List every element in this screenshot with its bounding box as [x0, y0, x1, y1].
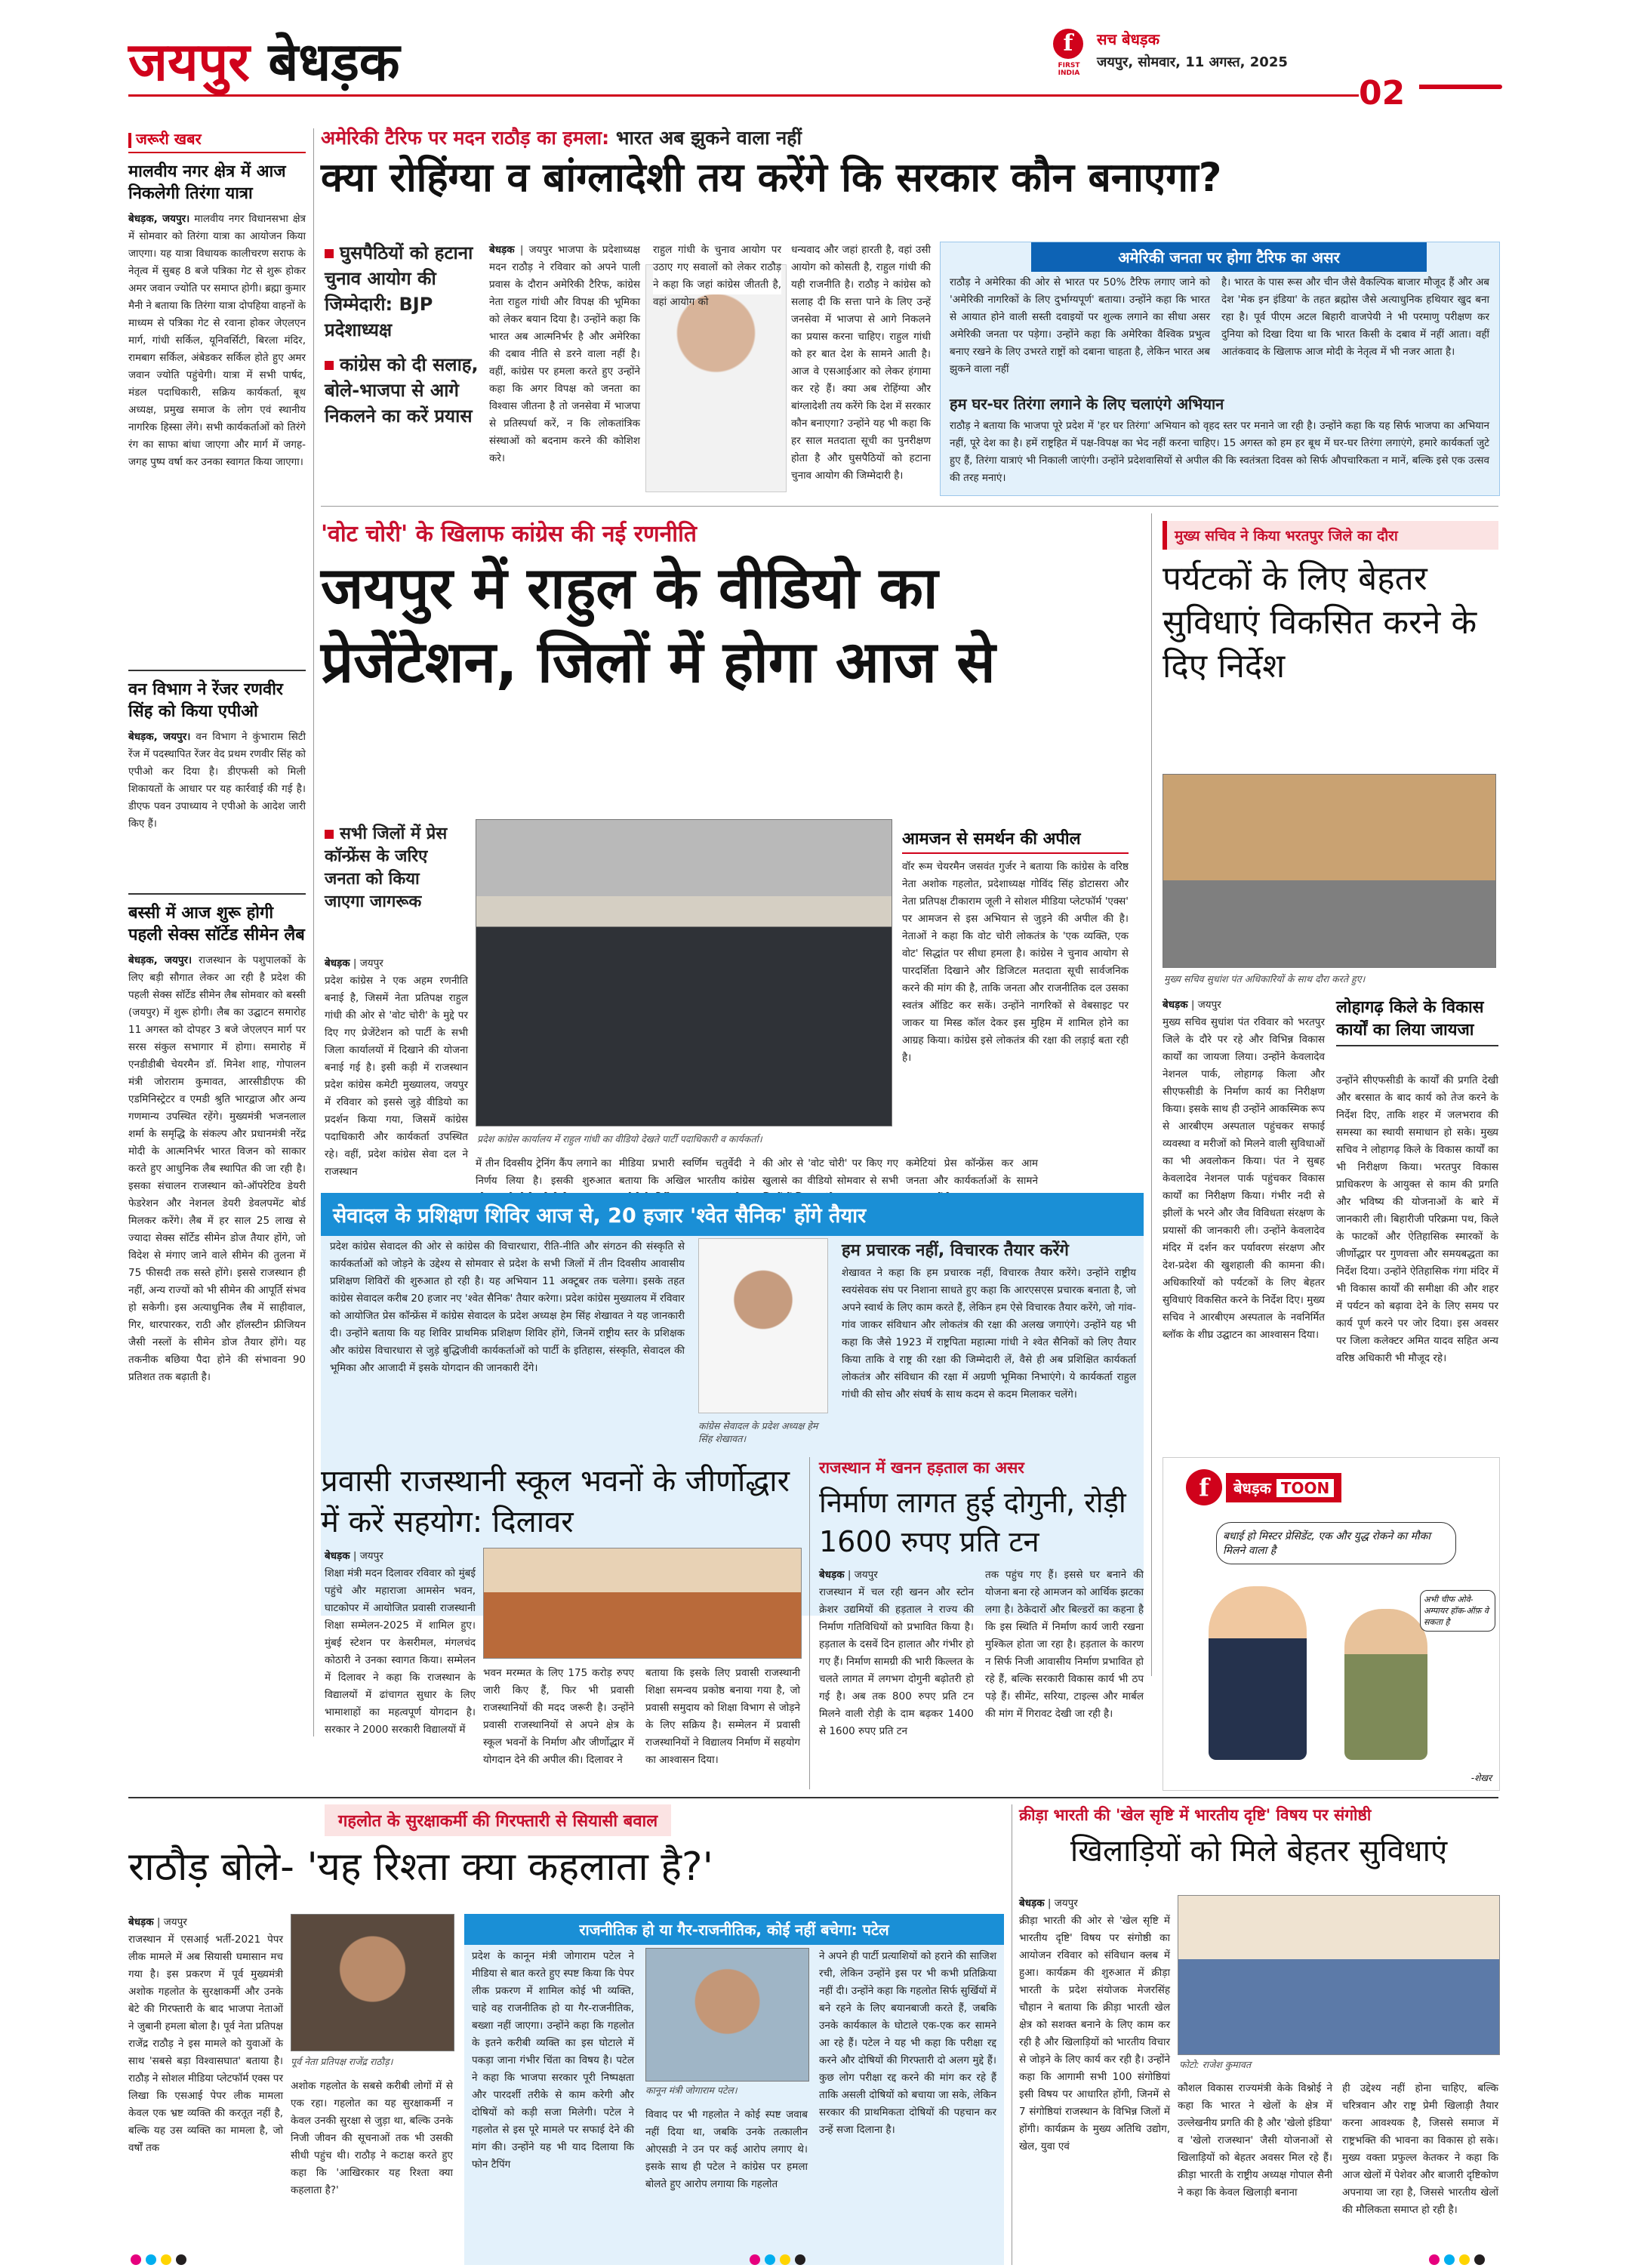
label-marker-icon — [128, 133, 131, 148]
registration-dot — [1459, 2254, 1470, 2265]
left-column-rule — [313, 128, 314, 1736]
registration-dot — [131, 2254, 141, 2265]
brand-sub: FIRST INDIA — [1058, 62, 1080, 77]
krida-photo — [1178, 1895, 1500, 2055]
right-photo-caption: मुख्य सचिव सुधांश पंत अधिकारियों के साथ दौरा करते हुए। — [1164, 973, 1366, 985]
pravasi-col-2: भवन मरम्मत के लिए 175 करोड़ रुपए जारी किए हैं, फिर भी प्रवासी राजस्थानियों की मदद जरूरी है। उन्होंने प्रवासी राजस्थानियों से अपने क्षेत्र के स्कूल भवनों के निर्माण और जीर्णोद्धार में योगदान देने की अपील की। दिलावर ने — [483, 1667, 638, 1766]
krida-headline: खिलाड़ियों को मिले बेहतर सुविधाएं — [1070, 1834, 1448, 1869]
tiranga-body: राठौड़ ने बताया कि भाजपा पूरे प्रदेश में 'हर घर तिरंगा' अभियान को वृहद स्तर पर मनाने जा रही है। उन्होंने कहा कि यह सिर्फ भाजपा का अभियान नहीं, पूरे देश का है। हमें राष्ट्रहित में पक्ष-विपक्ष का भेद नहीं करना चाहिए। 15 अगस्त को हम हर बूथ में घर-घर तिरंगा लगाएंगे, हमारे कार्यकर्ता जुटे हुए हैं, तिरंगा यात्राएं भी निकाली जाएंगी। उन्होंने प्रदेशवासियों से अपील की कि स्वतंत्रता दिवस को सिर्फ औपचारिकता न मानें, बल्कि इसे एक उत्सव की तरह मनाएं। — [950, 420, 1493, 484]
gehlot-col-5: विवाद पर भी गहलोत ने कोई स्पष्ट जवाब नहीं दिया था, जबकि उनके तत्कालीन ओएसडी ने उन पर कई आरोप लगाए थे। इसके साथ ही पटेल ने कांग्रेस पर हमला बोलते हुए आरोप लगाया कि गहलोत — [645, 2109, 811, 2190]
left-story-1-body: बेधड़क, जयपुर। मालवीय नगर विधानसभा क्षेत्र में सोमवार को तिरंगा यात्रा का आयोजन किया जाएगा। यह यात्रा विधायक कालीचरण सराफ के नेतृत्व में सुबह 8 बजे पत्रिका गेट से शुरू होकर अमर जवान ज्योति पर समाप्त होगी। ब्रह्मा कुमार मैनी ने बताया कि तिरंगा यात्रा दोपहिया वाहनों के माध्यम से पत्रिका गेट से रवाना होकर जेएलएन मार्ग, गांधी सर्किल, यूनिवर्सिटी, बिरला मंदिर, रामबाग सर्किल, अंबेडकर सर्किल होते हुए अमर जवान ज्योति पहुंचेगी। यात्रा में सभी पार्षद, मंडल पदाधिकारी, सक्रिय कार्यकर्ता, बूथ अध्यक्ष, प्रमुख समाज के लोग एवं स्थानीय नागरिक हिस्सा लेंगे। सभी कार्यकर्ताओं को तिरंगे रंग का साफा बांधा जाएगा और मार्ग में जगह-जगह पुष्प वर्षा कर उनका स्वागत किया जाएगा। — [128, 213, 309, 468]
registration-dot — [765, 2254, 775, 2265]
sevadal-subtitle: हम प्रचारक नहीं, विचारक तैयार करेंगे — [842, 1241, 1069, 1260]
top-story-rule — [321, 506, 1498, 507]
rathore-rajendra-photo — [291, 1914, 454, 2051]
registration-dot — [750, 2254, 760, 2265]
registration-dot — [161, 2254, 171, 2265]
toon-header — [1186, 1469, 1341, 1505]
mid-col-5: कमेटियां प्रेस कॉन्फ्रेंस कर आम जनता और कार्यकर्ताओं के सामने — [906, 1157, 1038, 1187]
patel-bar: राजनीतिक हो या गैर-राजनीतिक, कोई नहीं बचेगा: पटेल — [464, 1914, 1004, 1945]
top-kicker: अमेरिकी टैरिफ पर मदन राठौड़ का हमला: भारत अब झुकने वाला नहीं — [321, 127, 802, 149]
gehlot-col-3: प्रदेश के कानून मंत्री जोगाराम पटेल ने मीडिया से बात करते हुए स्पष्ट किया कि पेपर लीक प्रकरण में शामिल कोई भी व्यक्ति, चाहे वह राजनीतिक हो या गैर-राजनीतिक, बख्शा नहीं जाएगा। उन्होंने कहा कि गहलोत के इतने करीबी व्यक्ति का इस घोटाले में पकड़ा जाना गंभीर चिंता का विषय है। पटेल ने कहा कि भाजपा सरकार पूरी निष्पक्षता और पारदर्शी तरीके से काम करेगी और दोषियों को कड़ी सजा मिलेगी। पटेल ने गहलोत से इस पूरे मामले पर सफाई देने की मांग की। उन्होंने यह भी याद दिलाया कि फोन टैपिंग — [472, 1950, 638, 2171]
footer-dots-right — [1427, 2254, 1487, 2268]
brand-line: सच बेधड़क — [1097, 30, 1159, 48]
left-story-3-title: बस्सी में आज शुरू होगी पहली सेक्स सॉर्टेड सीमेन लैब — [128, 904, 305, 944]
tariff-box — [940, 242, 1500, 496]
left-story-2-body: बेधड़क, जयपुर। वन विभाग ने कुंभाराम सिटी रेंज में पदस्थापित रेंजर वेद प्रथम रणवीर सिंह को एपीओ कर दिया है। डीएफसी को मिली शिकायतों के आधार पर यह कार्रवाई की गई है। डीएफ पवन उपाध्याय ने एपीओ के आदेश जारी किए हैं। — [128, 731, 309, 830]
khanan-kicker: राजस्थान में खनन हड़ताल का असर — [819, 1459, 1024, 1477]
toon-bubble-1: बधाई हो मिस्टर प्रेसिडेंट, एक और युद्ध रोकने का मौका मिलने वाला है — [1216, 1522, 1456, 1564]
mid-col-3: मीडिया प्रभारी स्वर्णिम चतुर्वेदी ने बताया कि अखिल भारतीय कांग्रेस — [619, 1157, 755, 1187]
tariff-box-col-2: है। भारत के पास रूस और चीन जैसे वैकल्पिक बाजार मौजूद हैं और अब देश 'मेक इन इंडिया' के तहत ब्रह्मोस जैसे अत्याधुनिक हथियार खुद बना रहा है। पूर्व पीएम अटल बिहारी वाजपेयी ने भी परमाणु परीक्षण कर दुनिया को दिखा दिया था कि भारत किसी के दबाव में नहीं आता। वहीं आतंकवाद के खिलाफ आज मोदी के नेतृत्व में भी नजर आता है। — [1221, 276, 1493, 358]
cartoon-figure-1 — [1209, 1586, 1307, 1760]
registration-dot — [1444, 2254, 1455, 2265]
patel-box — [464, 1914, 1004, 2265]
toon-credit: -शेखर — [1470, 1773, 1492, 1783]
mid-bullet: सभी जिलों में प्रेस कॉन्फ्रेंस के जरिए जनता को किया जाएगा जागरूक — [325, 824, 448, 911]
top-bullets — [325, 240, 483, 429]
gehlot-kicker: गहलोत के सुरक्षाकर्मी की गिरफ्तारी से सियासी बवाल — [325, 1804, 671, 1836]
right-story — [1163, 521, 1498, 689]
left-story-3-body: बेधड़क, जयपुर। राजस्थान के पशुपालकों के लिए बड़ी सौगात लेकर आ रही है प्रदेश की पहली सेक्स सॉर्टेड सीमेन लैब सोमवार को बस्सी (जयपुर) में शुरू होगी। लैब का उद्घाटन समारोह 11 अगस्त को दोपहर 3 बजे जेएलएन मार्ग पर सरस संकुल सभागार में होगा। समारोह में एनडीडीबी चेयरमैन डॉ. मिनेश शाह, गोपालन मंत्री जोराराम कुमावत, आरसीडीएफ की एडमिनिस्ट्रेटर व एमडी श्रुति भारद्वाज और अन्य गणमान्य उपस्थित रहेंगे। मुख्यमंत्री भजनलाल शर्मा के समृद्धि के संकल्प और प्रधानमंत्री नरेंद्र मोदी के आत्मनिर्भर भारत विजन को साकार करते हुए आधुनिक लैब स्थापित की जा रही है। इसका संचालन राजस्थान को-ऑपरेटिव डेयरी फेडरेशन और नेशनल डेयरी डेवलपमेंट बोर्ड मिलकर करेंगे। लैब में हर साल 25 लाख से ज्यादा सेक्स सॉर्टेड सीमेन डोज तैयार होंगे, जो विदेश से मंगाए जाने वाले सीमेन की तुलना में 75 फीसदी तक सस्ते होंगे। इससे राजस्थान ही नहीं, अन्य राज्यों को भी सीमेन की आपूर्ति संभव हो सकेगी। इस अत्याधुनिक लैब में साहीवाल, गिर, थारपारकर, राठी और हॉलस्टीन फ्रीजियन जैसी नस्लों के सीमेन डोज तैयार होंगे। यह तकनीक बछिया पैदा होने की संभावना 90 प्रतिशत तक बढ़ाती है। — [128, 954, 309, 1383]
tariff-box-title: अमेरिकी जनता पर होगा टैरिफ का असर — [1031, 242, 1427, 272]
support-appeal-box — [902, 827, 1132, 1144]
masthead-title — [128, 32, 400, 92]
top-col-1: बेधड़क | जयपुर भाजपा के प्रदेशाध्यक्ष मदन राठौड़ ने रविवार को अपने पाली प्रवास के दौरान अमेरिकी टैरिफ, कांग्रेस नेता राहुल गांधी और विपक्ष की भूमिका को लेकर बयान दिया है। उन्होंने कहा कि भारत अब आत्मनिर्भर है और अमेरिका की दबाव नीति से डरने वाला नहीं है। वहीं, कांग्रेस पर हमला करते हुए उन्होंने कहा कि अगर विपक्ष को जनता का विश्वास जीतना है तो जनसेवा में भाजपा से प्रतिस्पर्धा करें, न कि लोकतांत्रिक संस्थाओं को बदनाम करने की कोशिश करे। — [489, 244, 644, 464]
khanan-col-2: तक पहुंच गए हैं। इससे घर बनाने की योजना बना रहे आमजन को आर्थिक झटका लगा है। ठेकेदारों और बिल्डरों का कहना है कि इस स्थिति में निर्माण कार्य जारी रखना मुश्किल होता जा रहा है। हड़ताल के कारण न सिर्फ निजी आवासीय निर्माण प्रभावित हो रहे हैं, बल्कि सरकारी विकास कार्य भी ठप पड़े हैं। सीमेंट, सरिया, टाइल्स और मार्बल की मांग में गिरावट देखी जा रही है। — [985, 1569, 1147, 1720]
sevadal-bar: सेवादल के प्रशिक्षण शिविर आज से, 20 हजार 'श्वेत सैनिक' होंगे तैयार — [321, 1193, 1144, 1236]
gehlot-story — [128, 1804, 1004, 1894]
registration-dot — [146, 2254, 156, 2265]
top-headline: क्या रोहिंग्या व बांग्लादेशी तय करेंगे कि सरकार कौन बनाएगा? — [321, 155, 1222, 201]
pravasi-col-1: बेधड़क | जयपुर शिक्षा मंत्री मदन दिलावर रविवार को मुंबई पहुंचे और महाराजा आमसेन भवन, घाटकोपर में आयोजित प्रवासी राजस्थानी शिक्षा सम्मेलन-2025 में शामिल हुए। मुंबई स्टेशन पर केसरीमल, मंगलचंद कोठारी ने उनका स्वागत किया। सम्मेलन में दिलावर ने कहा कि राजस्थान के विद्यालयों में ढांचागत सुधार के लिए भामाशाहों का महत्वपूर्ण योगदान है। सरकार ने 2000 सरकारी विद्यालयों में — [325, 1550, 479, 1736]
cartoon-figure-2 — [1344, 1609, 1427, 1760]
top-bullet-2: कांग्रेस को दी सलाह, बोले-भाजपा से आगे निकलने का करें प्रयास — [325, 354, 479, 427]
tiranga-subtitle: हम घर-घर तिरंगा लगाने के लिए चलाएंगे अभियान — [950, 395, 1224, 413]
mid-col-1: बेधड़क | जयपुर प्रदेश कांग्रेस ने एक अहम रणनीति बनाई है, जिसमें नेता प्रतिपक्ष राहुल गांधी की ओर से 'वोट चोरी' के मुद्दे पर दिए गए प्रेजेंटेशन को पार्टी के सभी जिला कार्यालयों में दिखाने की योजना बनाई गई है। इसी कड़ी में राजस्थान प्रदेश कांग्रेस कमेटी मुख्यालय, जयपुर में रविवार को इससे जुड़े वीडियो का प्रदर्शन किया गया, जिसमें कांग्रेस पदाधिकारी और कार्यकर्ता उपस्थित रहे। वहीं, प्रदेश कांग्रेस सेवा दल ने राजस्थान — [325, 957, 472, 1178]
footer-dots-left — [128, 2254, 189, 2268]
registration-dot — [1474, 2254, 1485, 2265]
masthead-title-black: बेधड़क — [268, 31, 400, 93]
krida-col-3: ही उद्देश्य नहीं होना चाहिए, बल्कि चरित्रवान और राष्ट्र प्रेमी खिलाड़ी तैयार करना आवश्यक है, जिससे समाज में राष्ट्रभक्ति की भावना का विकास हो सके। मुख्य वक्ता प्रफुल्ल केतकर ने कहा कि आज खेलों में पेशेवर और बाजारी दृष्टिकोण अपनाया जा रहा है, जिससे भारतीय खेलों की मौलिकता समाप्त हो रही है। — [1342, 2082, 1502, 2216]
date-line: जयपुर, सोमवार, 11 अगस्त, 2025 — [1097, 54, 1288, 70]
congress-meeting-photo — [476, 819, 892, 1126]
pravasi-col-3: बताया कि इसके लिए प्रवासी राजस्थानी शिक्षा समन्वय प्रकोष्ठ बनाया गया है, जो प्रवासी समुदाय को शिक्षा विभाग से जोड़ने के लिए सक्रिय है। सम्मेलन में प्रवासी राजस्थानियों ने विद्यालय निर्माण में सहयोग का आश्वासन दिया। — [645, 1667, 804, 1766]
gehlot-col-2: अशोक गहलोत के सबसे करीबी लोगों में से एक रहा। गहलोत का यह सुरक्षाकर्मी न केवल उनकी सुरक्षा से जुड़ा था, बल्कि उनके निजी जीवन की सूचनाओं तक भी उसकी सीधी पहुंच थी। राठौड़ ने कटाक्ष करते हुए कहा कि 'आखिरकार यह रिश्ता क्या कहलाता है?' — [291, 2080, 457, 2196]
krida-photo-caption: फोटो: राजेश कुमावत — [1179, 2059, 1252, 2070]
mid-col-2: में तीन दिवसीय ट्रेनिंग कैंप लगाने का निर्णय लिया है। इसकी शुरुआत — [476, 1157, 611, 1187]
left-divider-2 — [128, 893, 306, 895]
right-subtitle: लोहागढ़ किले के विकास कार्यों का लिया जायजा — [1336, 997, 1498, 1046]
support-appeal-body: वॉर रूम चेयरमैन जसवंत गुर्जर ने बताया कि कांग्रेस के वरिष्ठ नेता अशोक गहलोत, प्रदेशाध्यक्ष गोविंद सिंह डोटासरा और नेता प्रतिपक्ष टीकाराम जूली ने सोशल मीडिया प्लेटफॉर्म 'एक्स' पर आमजन से इस अभियान से जुड़ने की अपील की है। नेताओं ने कहा कि वोट चोरी लोकतंत्र के 'एक व्यक्ति, एक वोट' सिद्धांत पर सीधा हमला है। कांग्रेस ने चुनाव आयोग से पारदर्शिता दिखाने और डिजिटल मतदाता सूची सार्वजनिक करने की मांग की है, ताकि जनता और राजनीतिक दल उसका स्वतंत्र ऑडिट कर सकें। उन्होंने नागरिकों से वेबसाइट पर जाकर या मिस्ड कॉल देकर इस मुहिम में शामिल होने का आग्रह किया। कांग्रेस इसे लोकतंत्र की रक्षा की लड़ाई बता रही है। — [902, 861, 1132, 1064]
mid-kicker: 'वोट चोरी' के खिलाफ कांग्रेस की नई रणनीति — [321, 521, 697, 547]
top-col-3: धन्यवाद और जहां हारती है, वहां उसी आयोग को कोसती है, राहुल गांधी की यही राजनीति है। राठौड़ ने कांग्रेस को सलाह दी कि सत्ता पाने के लिए उन्हें जनसेवा में भाजपा से आगे निकलने का प्रयास करना चाहिए। राहुल गांधी को हर बात देश के सामने आती है। आज वे एसआईआर को लेकर हंगामा कर रहे हैं। क्या अब रोहिंग्या और बांग्लादेशी तय करेंगे कि देश में सरकार कौन बनाएगा? उन्होंने यह भी कहा कि हर साल मतदाता सूची का पुनरीक्षण होता है और घुसपैठियों को हटाना चुनाव आयोग की जिम्मेदारी है। — [791, 244, 935, 482]
sevadal-photo — [698, 1238, 828, 1413]
khanan-story — [819, 1457, 1144, 1561]
bullet-square-icon — [325, 361, 334, 370]
left-story-1-title: मालवीय नगर क्षेत्र में आज निकलेगी तिरंगा यात्रा — [128, 162, 286, 203]
sevadal-col-2: शेखावत ने कहा कि हम प्रचारक नहीं, विचारक तैयार करेंगे। उन्होंने राष्ट्रीय स्वयंसेवक संघ पर निशाना साधते हुए कहा कि आरएसएस प्रचारक बनाता है, जो अपने स्वार्थ के लिए काम करते हैं, लेकिन हम ऐसे विचारक तैयार करेंगे, जो गांव-गांव जाकर संविधान और लोकतंत्र की रक्षा की अलख जगाएंगे। उन्होंने यह भी कहा कि जैसे 1923 में राष्ट्रपिता महात्मा गांधी ने श्वेत सैनिकों को लिए तैयार किया ताकि वे राष्ट्र की रक्षा की जिम्मेदारी लें, वैसे ही अब प्रशिक्षित कार्यकर्ता लोकतंत्र और संविधान की रक्षा में अग्रणी भूमिका निभाएंगे। ये कार्यकर्ता राहुल गांधी की सोच और संघर्ष के साथ कदम से कदम मिलाकर चलेंगे। — [842, 1267, 1140, 1401]
brand-logo-icon: f — [1053, 29, 1083, 59]
gehlot-col-1: बेधड़क | जयपुर राजस्थान में एसआई भर्ती-2021 पेपर लीक मामले में अब सियासी घमासान मच गया है। इस प्रकरण में पूर्व मुख्यमंत्री अशोक गहलोत के सुरक्षाकर्मी और उनके बेटे की गिरफ्तारी के बाद भाजपा नेताओं ने जुबानी हमला बोला है। पूर्व नेता प्रतिपक्ष राजेंद्र राठौड़ ने इस मामले को युवाओं के साथ 'सबसे बड़ा विश्वासघात' बताया है। राठौड़ ने सोशल मीडिया प्लेटफॉर्म एक्स पर लिखा कि एसआई पेपर लीक मामला केवल एक भ्रष्ट व्यक्ति की करतूत नहीं है, बल्कि यह उस व्यक्ति का मामला है, जो वर्षों तक — [128, 1916, 287, 2154]
krida-kicker: क्रीड़ा भारती की 'खेल सृष्टि में भारतीय दृष्टि' विषय पर संगोष्ठी — [1019, 1806, 1372, 1824]
toon-box — [1163, 1457, 1500, 1791]
patel-photo — [645, 1948, 809, 2082]
mid-photo-caption: प्रदेश कांग्रेस कार्यालय में राहुल गांधी का वीडियो देखते पार्टी पदाधिकारी व कार्यकर्ता। — [477, 1133, 762, 1145]
krida-col-1: बेधड़क | जयपुर क्रीड़ा भारती की ओर से 'खेल सृष्टि में भारतीय दृष्टि' विषय पर संगोष्ठी का आयोजन रविवार को संविधान क्लब में हुआ। कार्यक्रम की शुरुआत में क्रीड़ा भारती के प्रदेश संयोजक मेजरसिंह चौहान ने बताया कि क्रीड़ा भारती खेल क्षेत्र को सशक्त बनाने के लिए काम कर रही है और खिलाड़ियों को भारतीय विचार से जोड़ने के लिए कार्य कर रही है। उन्होंने कहा कि आगामी सभी 100 संगोष्ठियां इसी विषय पर आधारित होंगी, जिनमें से 7 संगोष्ठियां राजस्थान के विभिन्न जिलों में होंगी। कार्यक्रम के मुख्य अतिथि उद्योग, खेल, युवा एवं — [1019, 1897, 1174, 2152]
right-kicker: मुख्य सचिव ने किया भरतपुर जिले का दौरा — [1163, 521, 1498, 550]
registration-dot — [176, 2254, 186, 2265]
tariff-box-col-1: राठौड़ ने अमेरिका की ओर से भारत पर 50% टैरिफ लगाए जाने को 'अमेरिकी नागरिकों के लिए दुर्भाग्यपूर्ण' बताया। उन्होंने कहा कि भारत से आयात होने वाली सस्ती दवाइयों पर शुल्क लगाने का सीधा असर अमेरिकी जनता पर पड़ेगा। उन्होंने कहा कि अमेरिका वैश्विक प्रभुत्व बनाए रखने के लिए उभरते राष्ट्रों को दबाना चाहता है, लेकिन भारत अब झुकने वाला नहीं — [950, 276, 1214, 375]
krida-col-2: कौशल विकास राज्यमंत्री केके विश्नोई ने कहा कि भारत ने खेलों के क्षेत्र में उल्लेखनीय प्रगति की है और 'खेलो इंडिया' व 'खेलो राजस्थान' जैसी योजनाओं से खिलाड़ियों को बेहतर अवसर मिल रहे हैं। क्रीड़ा भारती के राष्ट्रीय अध्यक्ष गोपाल सैनी ने कहा कि केवल खिलाड़ी बनाना — [1178, 2082, 1336, 2199]
right-headline: पर्यटकों के लिए बेहतर सुविधाएं विकसित करने के दिए निर्देश — [1163, 559, 1477, 686]
toon-label: बेधड़क TOON — [1226, 1473, 1341, 1502]
mid-col-4: की ओर से 'वोट चोरी' पर किए गए खुलासे का वीडियो सोमवार से सभी — [762, 1157, 898, 1187]
top-col-2: राहुल गांधी के चुनाव आयोग पर उठाए गए सवालों को लेकर राठौड़ ने कहा कि जहां कांग्रेस जीतती है, वहां आयोग को — [653, 242, 781, 294]
mid-headline: जयपुर में राहुल के वीडियो का प्रेजेंटेशन, जिलों में होगा आज से — [321, 554, 996, 695]
krida-story — [1019, 1804, 1498, 1872]
khanan-rule — [809, 1457, 810, 1789]
pen-nib-icon — [1419, 85, 1502, 89]
khanan-headline: निर्माण लागत हुई दोगुनी, रोड़ी 1600 रुपए प्रति टन — [819, 1486, 1126, 1558]
masthead-title-red: जयपुर — [128, 31, 250, 93]
footer-dots-center — [747, 2254, 808, 2268]
pravasi-headline: प्रवासी राजस्थानी स्कूल भवनों के जीर्णोद्धार में करें सहयोग: दिलावर — [321, 1464, 790, 1539]
support-appeal-title: आमजन से समर्थन की अपील — [902, 827, 1129, 854]
bottom-section-rule — [128, 1797, 1498, 1798]
header-rule — [128, 94, 1359, 97]
sevadal-col-1: प्रदेश कांग्रेस सेवादल की ओर से कांग्रेस की विचारधारा, रीति-नीति और संगठन की संस्कृति से कार्यकर्ताओं को जोड़ने के उद्देश्य से सोमवार से प्रदेश के सभी जिलों में तीन दिवसीय आवासीय प्रशिक्षण शिविरों की शुरुआत हो रही है। यह अभियान 11 अक्टूबर तक चलेगा। इसके तहत कांग्रेस सेवादल करीब 20 हजार नए 'श्वेत सैनिक' तैयार करेगा। प्रदेश कांग्रेस मुख्यालय में रविवार को आयोजित प्रेस कॉन्फ्रेंस में कांग्रेस सेवादल के प्रदेश अध्यक्ष हेम सिंह शेखावत ने यह जानकारी दी। उन्होंने बताया कि यह शिविर प्राथमिक प्रशिक्षण शिविर होंगे, जिनमें राष्ट्रीय स्तर के प्रशिक्षक और कांग्रेस विचारधारा से जुड़े बुद्धिजीवी कार्यकर्ताओं को पार्टी के इतिहास, संस्कृति, सेवादल की भूमिका और आजादी में इसके योगदान की जानकारी देंगे। — [330, 1240, 688, 1374]
toon-logo-icon: f — [1186, 1469, 1222, 1505]
registration-dot — [1429, 2254, 1440, 2265]
right-col-2: उन्होंने सीएफसीडी के कार्यों की प्रगति देखी और बरसात के बाद कार्य को तेज करने के निर्देश दिए, ताकि शहर में जलभराव की समस्या का स्थायी समाधान हो सके। मुख्य सचिव ने लोहागढ़ किले के विकास कार्यों का भी निरीक्षण किया। भरतपुर विकास प्राधिकरण के आयुक्त से काम की प्रगति और भविष्य की योजनाओं के बारे में जानकारी ली। बिहारीजी परिक्रमा पथ, किले के फाटकों और ऐतिहासिक स्मारकों के जीर्णोद्धार पर गुणवत्ता और समयबद्धता का निर्देश दिया। उन्होंने ऐतिहासिक गंगा मंदिर में भी विकास कार्यों की समीक्षा की और शहर में पर्यटन को बढ़ावा देने के लिए समय पर कार्य पूर्ण करने पर जोर दिया। इस अवसर पर जिला कलेक्टर अमित यादव सहित अन्य वरिष्ठ अधिकारी भी मौजूद रहे। — [1336, 1074, 1502, 1364]
sevadal-photo-caption: कांग्रेस सेवादल के प्रदेश अध्यक्ष हेम सिंह शेखावत। — [698, 1420, 818, 1444]
pravasi-story — [321, 1461, 804, 1542]
right-col-1: बेधड़क | जयपुर मुख्य सचिव सुधांश पंत रविवार को भरतपुर जिले के दौरे पर रहे और विभिन्न विकास कार्यों का जायजा लिया। उन्होंने केवलादेव नेशनल पार्क, लोहागढ़ किला और सीएफसीडी के निर्माण कार्य का निरीक्षण किया। इसके साथ ही उन्होंने आकस्मिक रूप से आरबीएम अस्पताल पहुंचकर सफाई व्यवस्था व मरीजों को मिलने वाली सुविधाओं का भी अवलोकन किया। पंत ने सुबह केवलादेव नेशनल पार्क पहुंचकर विकास कार्यों का निरीक्षण किया। गंभीर नदी से झीलों के भरने और जैव विविधता संरक्षण के प्रयासों की जानकारी ली। उन्होंने केवलादेव मंदिर में दर्शन कर पर्यावरण संरक्षण और देश-प्रदेश की खुशहाली की कामना की। अधिकारियों को पर्यटकों के लिए बेहतर सुविधाएं विकसित करने के निर्देश दिए। मुख्य सचिव ने आरबीएम अस्पताल के नवनिर्मित ब्लॉक के शीघ्र उद्घाटन का आश्वासन दिया। — [1163, 999, 1329, 1341]
masthead — [0, 0, 1626, 113]
gehlot-headline: राठौड़ बोले- 'यह रिश्ता क्या कहलाता है?' — [128, 1844, 713, 1890]
registration-dot — [780, 2254, 790, 2265]
bullet-square-icon — [325, 249, 334, 258]
right-column-rule — [1151, 513, 1152, 1676]
left-story-2-title: वन विभाग ने रेंजर रणवीर सिंह को किया एपीओ — [128, 680, 283, 721]
page-number: 02 — [1359, 74, 1406, 112]
khanan-col-1: बेधड़क | जयपुर राजस्थान में चल रही खनन और स्टोन क्रेशर उद्यमियों की हड़ताल ने राज्य की निर्माण गतिविधियों को प्रभावित किया है। हड़ताल के दसवें दिन हालात और गंभीर हो गए हैं। निर्माण सामग्री की भारी किल्लत के चलते लागत में लगभग दोगुनी बढ़ोतरी हो गई है। अब तक 800 रुपए प्रति टन मिलने वाली रोड़ी के दाम बढ़कर 1400 से 1600 रुपए प्रति टन — [819, 1569, 978, 1737]
top-bullet-1: घुसपैठियों को हटाना चुनाव आयोग की जिम्मेदारी: BJP प्रदेशाध्यक्ष — [325, 242, 473, 341]
pravasi-photo — [483, 1548, 802, 1659]
gehlot-photo-caption: पूर्व नेता प्रतिपक्ष राजेंद्र राठौड़। — [291, 2056, 393, 2067]
registration-dot — [795, 2254, 805, 2265]
gehlot-col-4: ने अपने ही पार्टी प्रत्याशियों को हराने की साजिश रची, लेकिन उन्होंने इस पर भी कभी प्रतिक्रिया नहीं दी। उन्होंने कहा कि गहलोत सिर्फ सुर्खियों में बने रहने के लिए बयानबाजी करते हैं, जबकि उनके कार्यकाल के घोटाले एक-एक कर सामने आ रहे हैं। पटेल ने यह भी कहा कि परीक्षा रद्द करने और दोषियों की गिरफ्तारी दो अलग मुद्दे हैं। कुछ लोग परीक्षा रद्द करने की मांग कर रहे हैं ताकि असली दोषियों को बचाया जा सके, लेकिन सरकार की प्राथमिकता दोषियों की पहचान कर उन्हें सजा दिलाना है। — [819, 1950, 1000, 2136]
section-label: जरूरी खबर — [128, 128, 306, 153]
bharatpur-photo — [1163, 774, 1496, 968]
bullet-square-icon — [325, 830, 334, 839]
patel-photo-caption: कानून मंत्री जोगाराम पटेल। — [645, 2085, 738, 2096]
left-divider-1 — [128, 670, 306, 671]
toon-bubble-2: अभी चीफ ओवे-अम्पायर हॉक-ऑफ़ वे सकता है — [1420, 1590, 1495, 1632]
